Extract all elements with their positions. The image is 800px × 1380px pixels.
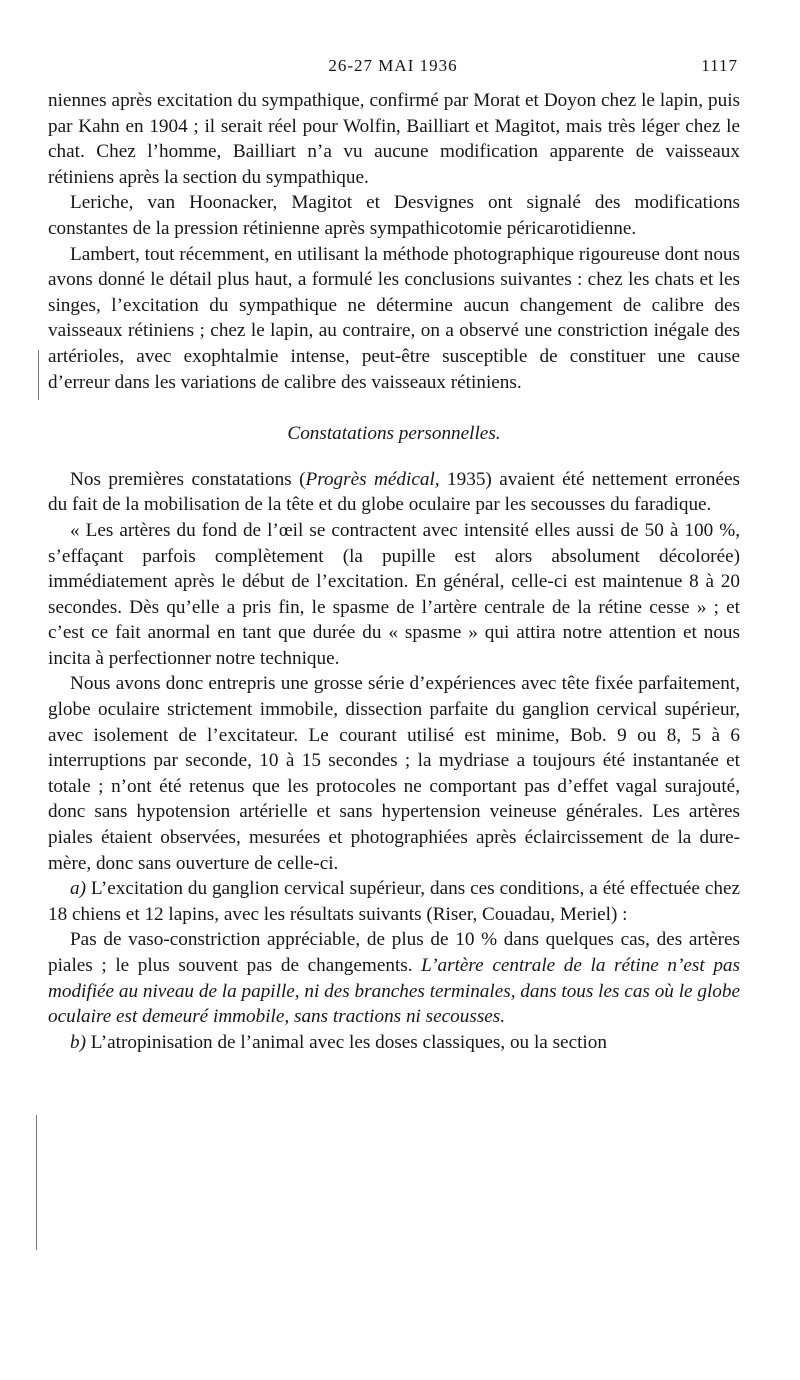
running-header [48, 56, 738, 82]
text-run: Leriche, van Hoonacker, Magitot et Desvignes ont signalé des modifications constantes de la pression rétinienne après sympathicotomie péricarotidienne. [48, 192, 740, 239]
page-number: 1117 [701, 56, 738, 75]
section-title: Constatations personnelles. [287, 423, 501, 445]
body-text [48, 88, 740, 1055]
paragraph [48, 88, 740, 190]
paragraph [48, 518, 740, 672]
paragraph [48, 927, 740, 1029]
text-run: Lambert, tout récemment, en utilisant la méthode photographique rigoureuse dont nous avons donné le détail plus haut, a formulé les conclusions suivantes : chez les chats et les singes, l’excitation du sympathique ne détermine aucun changement de calibre des vaisseaux rétiniens ; chez le lapin, au contraire, on a observé une constriction inégale des artérioles, avec exophtalmie intense, peut-être susceptible de constituer une cause d’erreur dans les variations de calibre des vaisseaux rétiniens. [48, 243, 740, 393]
text-run: niennes après excitation du sympathique, confirmé par Morat et Doyon chez le lapin, puis par Kahn en 1904 ; il serait réel pour Wolfin, Bailliart et Magitot, mais très léger chez le chat. Chez l’homme, Bailliart n’a vu aucune modification apparente de vaisseaux rétiniens après la section du sympathique. [48, 90, 740, 188]
text-run: 1935) avaient été nettement erronées du fait de la mobilisation de la tête et du globe oculaire par les secousses du faradique. [48, 468, 740, 516]
margin-mark-upper [38, 350, 39, 400]
paragraph [48, 190, 740, 241]
header-date: 26-27 MAI 1936 [328, 56, 458, 75]
paragraph [48, 671, 740, 876]
text-run: « Les artères du fond de l’œil se contractent avec intensité elles aussi de 50 à 100 %, s’effaçant parfois complètement (la pupille est alors absolument décolorée) immédiatement après le début de l’excitation. En général, celle-ci est maintenue 8 à 20 secondes. Dès qu’elle a pris fin, le spasme de l’artère centrale de la rétine cesse » ; et c’est ce fait anormal en tant que durée du « spasme » qui attira notre attention et nous incita à perfectionner notre technique. [48, 519, 740, 669]
text-run: Nos premières constatations ( [70, 468, 306, 490]
section-paragraphs [48, 467, 740, 1056]
paragraph [48, 467, 740, 518]
text-run: L’excitation du ganglion cervical supérieur, dans ces conditions, a été effectuée chez 18 chiens et 12 lapins, avec les résultats suivants (Riser, Couadau, Meriel) : [48, 878, 740, 925]
intro-paragraphs [48, 88, 740, 395]
italic-text: a) [70, 878, 86, 900]
text-run: L’atropinisation de l’animal avec les doses classiques, ou la section [85, 1031, 607, 1053]
italic-text: Progrès médical, [305, 468, 440, 490]
paragraph [48, 242, 740, 396]
paragraph [48, 1030, 740, 1056]
text-run: Nous avons donc entrepris une grosse série d’expériences avec tête fixée parfaitement, globe oculaire strictement immobile, dissection parfaite du ganglion cervical supérieur, avec isolement de l’excitateur. Le courant utilisé est minime, Bob. 9 ou 8, 5 à 6 interruptions par seconde, 10 à 15 secondes ; la mydriase a toujours été instantanée et totale ; n’ont été retenus que les protocoles ne comportant pas d’effet vagal surajouté, donc sans hypotension artérielle et sans hypertension veineuse générales. Les artères piales étaient observées, mesurées et photographiées après éclaircissement de la dure-mère, donc sans ouverture de celle-ci. [48, 673, 740, 874]
margin-mark-lower [36, 1115, 37, 1250]
paragraph [48, 876, 740, 927]
text-run: Pas de vaso-constriction appréciable, de plus de 10 % dans quelques cas, des artères piales ; le plus souvent pas de changements. [48, 929, 740, 976]
italic-text: L’artère centrale de la rétine n’est pas modifiée au niveau de la papille, ni des branches terminales, dans tous les cas où le globe oculaire est demeuré immobile, sans tractions ni secousses. [48, 955, 740, 1028]
italic-text: b) [70, 1031, 86, 1053]
